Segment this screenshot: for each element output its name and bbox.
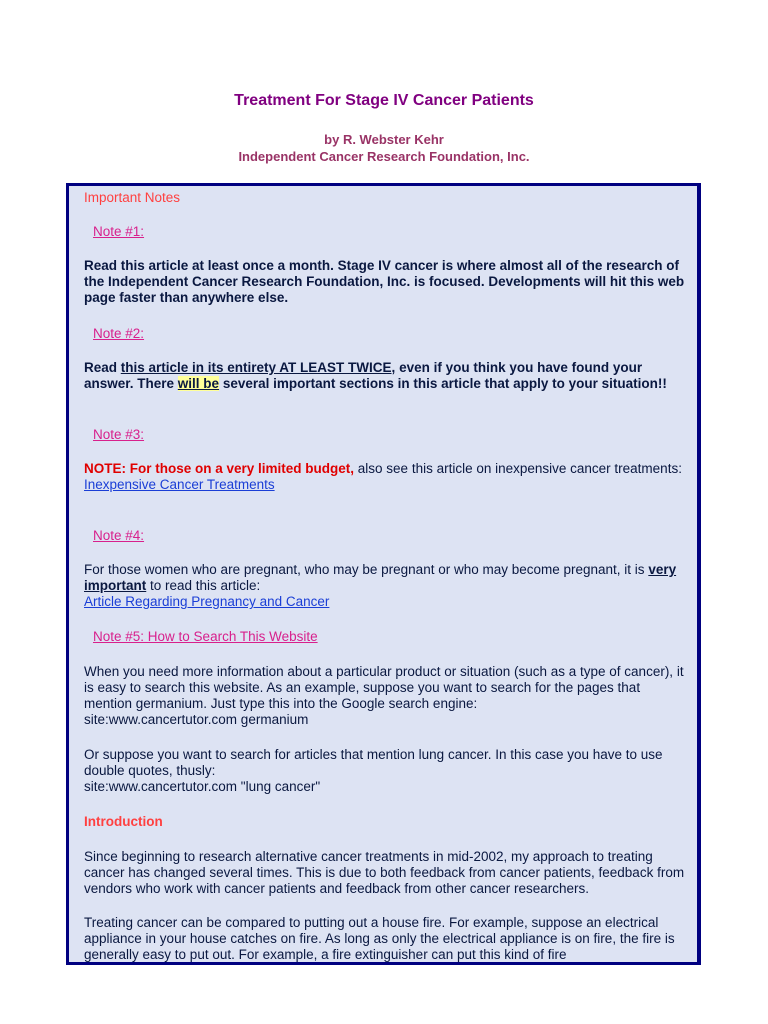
intro-para-2: Treating cancer can be compared to putting out a house fire. For example, suppose an electrical appliance in your house catches on fire. As long as only the electrical appliance is on fire, the fire is generally easy to put out. For example, a fire extinguisher can put this kind of fire bbox=[84, 915, 675, 962]
note-5-heading bbox=[84, 629, 318, 645]
intro-para-1: Since beginning to research alternative cancer treatments in mid-2002, my approach to treating cancer has changed several times. This is due to both feedback from cancer patients, feedback from vendors who work with cancer patients and feedback from other cancer researchers. bbox=[84, 849, 685, 896]
inexpensive-treatments-link[interactable]: Inexpensive Cancer Treatments bbox=[84, 477, 275, 492]
note-5-para-1-text: When you need more information about a particular product or situation (such as a type of cancer), it is easy to search this website. As an example, suppose you want to search for the pages that mention germanium. Just type this into the Google search engine: bbox=[84, 664, 684, 711]
search-query-lung-cancer: site:www.cancertutor.com "lung cancer" bbox=[84, 779, 321, 794]
note-2-mid: even if you think you have found your answer. There bbox=[84, 360, 643, 391]
note-3-label: Note #3: bbox=[93, 427, 145, 442]
note-3-text bbox=[84, 461, 690, 493]
introduction-heading: Introduction bbox=[84, 814, 163, 829]
note-4-text bbox=[84, 562, 690, 610]
note-2-read: Read bbox=[84, 360, 121, 375]
note-2-emphasis: this article in its entirety AT LEAST TWICE, bbox=[120, 360, 396, 375]
note-1-text: Read this article at least once a month. Stage IV cancer is where almost all of the research of the Independent Cancer Research Foundation, Inc. is focused. Developments will hit this web page faster than anywhere else. bbox=[84, 258, 685, 305]
author: by R. Webster Kehr bbox=[324, 132, 444, 147]
note-5-para-1 bbox=[84, 664, 690, 728]
organization: Independent Cancer Research Foundation, Inc. bbox=[238, 149, 530, 164]
pregnancy-article-link[interactable]: Article Regarding Pregnancy and Cancer bbox=[84, 594, 330, 609]
note-5-para-2-text: Or suppose you want to search for articles that mention lung cancer. In this case you have to use double quotes, thusly: bbox=[84, 747, 663, 778]
note-4-body-a: For those women who are pregnant, who may be pregnant or who may become pregnant, it is bbox=[84, 562, 649, 577]
note-4-emphasis: very important bbox=[84, 562, 677, 593]
page-title: Treatment For Stage IV Cancer Patients bbox=[234, 92, 534, 109]
byline bbox=[0, 131, 768, 165]
note-2-highlight: will be bbox=[177, 376, 220, 391]
note-2-end: several important sections in this article that apply to your situation!! bbox=[219, 376, 667, 391]
note-4-label: Note #4: bbox=[93, 528, 145, 543]
note-3-body: also see this article on inexpensive cancer treatments: bbox=[354, 461, 682, 476]
note-1-label: Note #1: bbox=[93, 224, 145, 239]
note-5-para-2 bbox=[84, 747, 690, 795]
note-2-text bbox=[84, 360, 690, 392]
important-notes-heading: Important Notes bbox=[84, 190, 181, 205]
note-3-heading bbox=[84, 427, 144, 443]
note-4-body-b: to read this article: bbox=[146, 578, 261, 593]
budget-alert: NOTE: For those on a very limited budget, bbox=[84, 461, 355, 476]
note-4-heading bbox=[84, 528, 144, 544]
note-1-heading bbox=[84, 224, 144, 240]
search-query-germanium: site:www.cancertutor.com germanium bbox=[84, 712, 309, 727]
note-2-label: Note #2: bbox=[93, 326, 145, 341]
note-2-heading bbox=[84, 326, 144, 342]
note-5-label: Note #5: How to Search This Website bbox=[93, 629, 318, 644]
notes-box bbox=[66, 183, 701, 965]
